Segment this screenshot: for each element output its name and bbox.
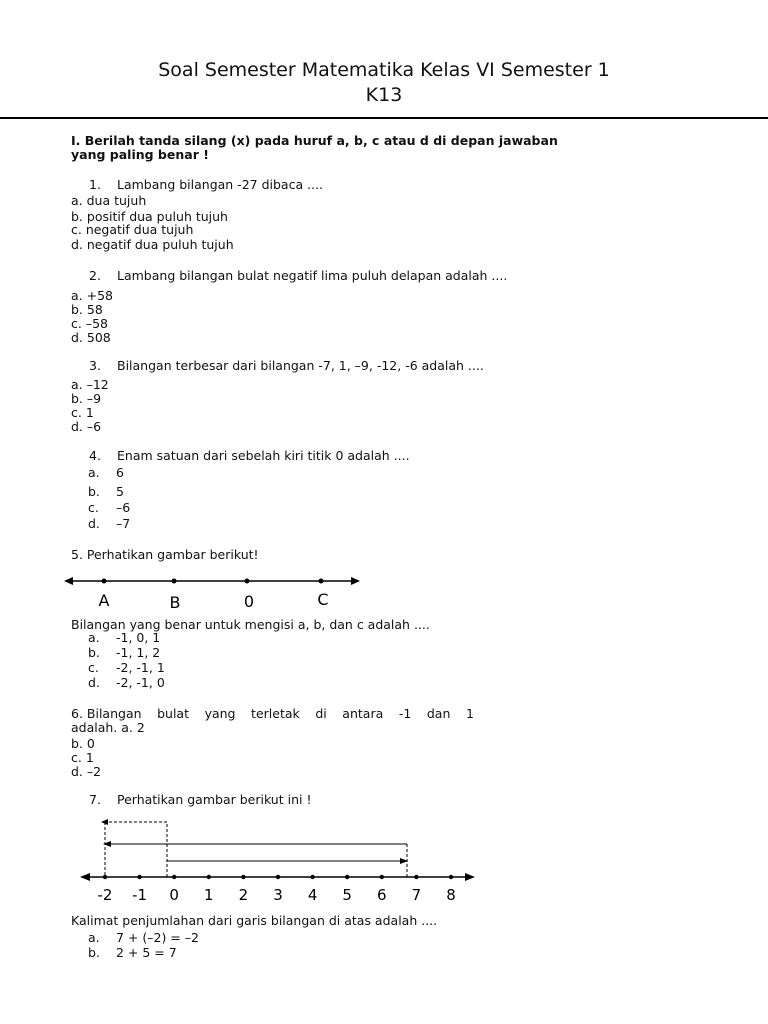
q7-tick-mark — [345, 875, 349, 879]
q7-tick-mark — [241, 875, 245, 879]
q7-option-a-letter: a. — [88, 930, 100, 945]
instruction-line-2: yang paling benar ! — [71, 147, 209, 162]
q5-option-b-letter: b. — [88, 645, 100, 660]
q5-right-arrow-icon — [351, 577, 360, 585]
q5-option-a-value: -1, 0, 1 — [116, 630, 161, 645]
q1-option-c: c. negatif dua tujuh — [71, 222, 194, 237]
q5-label-b: B — [169, 593, 181, 612]
q7-tick-mark — [276, 875, 280, 879]
q6-word: yang — [204, 706, 236, 721]
q3-option-c: c. 1 — [71, 405, 94, 420]
q7-right-arrow-head-icon — [400, 858, 408, 864]
q2-option-d: d. 508 — [71, 330, 111, 345]
q7-tick-mark — [414, 875, 418, 879]
q5-point-b — [172, 579, 177, 584]
q2-number: 2. — [89, 268, 101, 283]
q4-option-d — [88, 516, 131, 531]
q5-option-a — [88, 630, 161, 645]
q6-word: -1 — [398, 706, 412, 721]
q7-right-arrow-icon — [465, 873, 475, 881]
q7-tick-label: 5 — [342, 886, 352, 904]
q7-tick-label: -1 — [132, 886, 148, 904]
q6-line-2: adalah. a. 2 — [71, 720, 145, 735]
q5-left-arrow-icon — [64, 577, 73, 585]
q7-option-b — [88, 945, 177, 960]
q4-option-a-value: 6 — [116, 465, 124, 480]
q3-option-d: d. –6 — [71, 419, 102, 434]
q4-option-d-letter: d. — [88, 516, 100, 531]
q5-text: 5. Perhatikan gambar berikut! — [71, 547, 259, 562]
q3-number: 3. — [89, 358, 101, 373]
q1-option-a: a. dua tujuh — [71, 193, 147, 208]
q5-option-c — [88, 660, 165, 675]
q7-text: Perhatikan gambar berikut ini ! — [117, 792, 312, 807]
q7-tick-mark — [449, 875, 453, 879]
q5-point-zero — [245, 579, 250, 584]
q4-option-d-value: –7 — [116, 516, 131, 531]
q7-tick-mark — [310, 875, 314, 879]
q5-option-b — [88, 645, 161, 660]
instruction-line-1: I. Berilah tanda silang (x) pada huruf a, b, c atau d di depan jawaban — [71, 133, 558, 148]
q2-option-c: c. –58 — [71, 316, 108, 331]
q5-option-c-value: -2, -1, 1 — [116, 660, 165, 675]
q4-option-b-letter: b. — [88, 484, 100, 499]
q7-tick-mark — [380, 875, 384, 879]
q4-option-a-letter: a. — [88, 465, 100, 480]
q5-question: Bilangan yang benar untuk mengisi a, b, dan c adalah .... — [71, 617, 430, 632]
q4-text: Enam satuan dari sebelah kiri titik 0 adalah .... — [117, 448, 410, 463]
header-divider — [0, 117, 768, 119]
q6-line-1 — [71, 706, 474, 721]
q1-number: 1. — [89, 177, 101, 192]
q7-tick-label: -2 — [97, 886, 113, 904]
q6-word: di — [315, 706, 327, 721]
q4-number: 4. — [89, 448, 101, 463]
q1-text: Lambang bilangan -27 dibaca .... — [117, 177, 323, 192]
q7-left-arrow-icon — [80, 873, 90, 881]
q6-word: dan — [426, 706, 451, 721]
q4-option-b-value: 5 — [116, 484, 124, 499]
q5-label-zero: 0 — [243, 592, 255, 611]
q5-point-c — [319, 579, 324, 584]
q7-tick-label: 1 — [204, 886, 214, 904]
q3-option-b: b. –9 — [71, 391, 102, 406]
q4-option-a — [88, 465, 124, 480]
q7-long-arrow-head-icon — [103, 841, 111, 847]
q6-option-b: b. 0 — [71, 736, 95, 751]
q5-label-c: C — [317, 590, 329, 609]
q6-word: 1 — [465, 706, 474, 721]
q4-option-b — [88, 484, 124, 499]
q7-number: 7. — [89, 792, 101, 807]
q7-tick-mark — [172, 875, 176, 879]
q2-text: Lambang bilangan bulat negatif lima puluh delapan adalah .... — [117, 268, 508, 283]
q7-tick-label: 7 — [411, 886, 422, 904]
q5-option-d — [88, 675, 165, 690]
q6-option-d: d. –2 — [71, 764, 102, 779]
q7-number-line-figure — [75, 812, 485, 912]
q3-text: Bilangan terbesar dari bilangan -7, 1, –9, -12, -6 adalah .... — [117, 358, 484, 373]
q7-question: Kalimat penjumlahan dari garis bilangan di atas adalah .... — [71, 913, 438, 928]
q7-option-b-letter: b. — [88, 945, 100, 960]
q7-tick-label: 0 — [169, 886, 179, 904]
q5-option-d-letter: d. — [88, 675, 100, 690]
q6-word: terletak — [251, 706, 300, 721]
q5-option-b-value: -1, 1, 2 — [116, 645, 161, 660]
q5-option-c-letter: c. — [88, 660, 99, 675]
q5-option-d-value: -2, -1, 0 — [116, 675, 165, 690]
q6-word: bulat — [157, 706, 189, 721]
q1-option-b: b. positif dua puluh tujuh — [71, 209, 228, 224]
q7-tick-mark — [137, 875, 141, 879]
q1-option-d: d. negatif dua puluh tujuh — [71, 237, 234, 252]
q7-ticks-group — [98, 875, 456, 904]
q4-option-c-letter: c. — [88, 500, 99, 515]
q7-option-a-value: 7 + (–2) = –2 — [116, 930, 199, 945]
q7-tick-mark — [207, 875, 211, 879]
page-title: Soal Semester Matematika Kelas VI Semester 1 — [158, 59, 610, 81]
q6-word: 6. Bilangan — [71, 706, 142, 721]
q7-tick-label: 3 — [273, 886, 283, 904]
q7-option-b-value: 2 + 5 = 7 — [116, 945, 177, 960]
q6-word: antara — [342, 706, 384, 721]
q7-option-a — [88, 930, 199, 945]
q2-option-a: a. +58 — [71, 288, 113, 303]
q2-option-b: b. 58 — [71, 302, 103, 317]
q7-tick-label: 2 — [238, 886, 249, 904]
q7-tick-label: 8 — [446, 886, 456, 904]
q7-tick-label: 4 — [307, 886, 318, 904]
q4-option-c-value: –6 — [116, 500, 131, 515]
q5-point-a — [102, 579, 107, 584]
q5-label-a: A — [98, 591, 110, 610]
page-subtitle: K13 — [365, 84, 403, 106]
q4-option-c — [88, 500, 131, 515]
q5-option-a-letter: a. — [88, 630, 100, 645]
q7-tick-label: 6 — [377, 886, 387, 904]
q6-option-c: c. 1 — [71, 750, 94, 765]
q7-arrow-left-connector — [105, 822, 167, 877]
q5-number-line-figure — [60, 568, 370, 618]
q3-option-a: a. –12 — [71, 377, 109, 392]
